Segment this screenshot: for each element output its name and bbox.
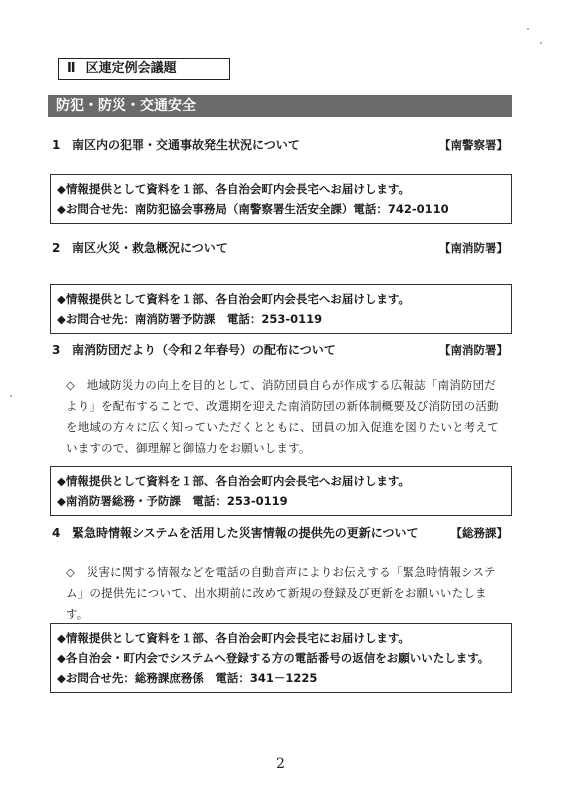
topic-4-info-box (50, 623, 512, 693)
page-number: 2 (276, 756, 285, 772)
scan-speck (527, 28, 529, 30)
topic-3-heading (52, 342, 508, 358)
topic-2-info-box (50, 284, 512, 334)
topic-1-heading (52, 137, 508, 153)
topic-title: 南区内の犯罪・交通事故発生状況について (72, 138, 300, 152)
info-line: ◆情報提供として資料を１部、各自治会町内会長宅へお届けします。 (57, 292, 410, 306)
topic-3-paragraph: ◇ 地域防災力の向上を目的として、消防団員自らが作成する広報誌「南消防団だより」を配布することで、改選期を迎えた南消防団の新体制概要及び消防団の活動を地域の方々に広く知っていただくとともに、団員の加入促進を図りたいと考えていますので、御理解と御協力をお願いします。 (66, 378, 499, 455)
topic-department: 【南消防署】 (439, 241, 508, 255)
topic-number: 2 (52, 241, 61, 255)
info-line: ◆各自治会・町内会でシステムへ登録する方の電話番号の返信をお願いいたします。 (57, 651, 490, 665)
topic-2-heading (52, 240, 508, 256)
topic-3-info-box (50, 466, 512, 516)
topic-number: 3 (52, 343, 61, 357)
scan-speck (10, 395, 12, 397)
topic-department: 【南警察署】 (439, 138, 508, 152)
topic-title: 南消防団だより（令和２年春号）の配布について (72, 343, 336, 357)
topic-number: 1 (52, 138, 61, 152)
section-title: 区連定例会議題 (85, 61, 177, 76)
scan-speck (540, 42, 542, 44)
topic-title: 南区火災・救急概況について (72, 241, 228, 255)
topic-1-info-box (50, 174, 512, 224)
info-line: ◆お問合せ先：南消防署予防課 電話：253-0119 (57, 312, 323, 326)
info-line: ◆情報提供として資料を１部、各自治会町内会長宅にお届けします。 (57, 631, 410, 645)
section-heading (58, 58, 230, 80)
topic-4-paragraph: ◇ 災害に関する情報などを電話の自動音声によりお伝えする「緊急時情報システム」の提供先について、出水期前に改めて新規の登録及び更新をお願いいたします。 (66, 565, 496, 621)
topic-number: 4 (52, 526, 61, 540)
topic-title: 緊急時情報システムを活用した災害情報の提供先の更新について (72, 526, 419, 540)
section-roman-numeral: Ⅱ (67, 61, 76, 76)
info-line: ◆お問合せ先：総務課庶務係 電話：341－1225 (57, 671, 318, 685)
category-banner: 防犯・防災・交通安全 (48, 95, 512, 117)
topic-department: 【総務課】 (450, 526, 508, 540)
topic-4-heading (52, 525, 508, 541)
info-line: ◆情報提供として資料を１部、各自治会町内会長宅へお届けします。 (57, 474, 410, 488)
info-line: ◆情報提供として資料を１部、各自治会町内会長宅へお届けします。 (57, 182, 410, 196)
info-line: ◆南消防署総務・予防課 電話：253-0119 (57, 494, 288, 508)
info-line: ◆お問合せ先：南防犯協会事務局（南警察署生活安全課）電話：742-0110 (57, 202, 449, 216)
topic-department: 【南消防署】 (439, 343, 508, 357)
